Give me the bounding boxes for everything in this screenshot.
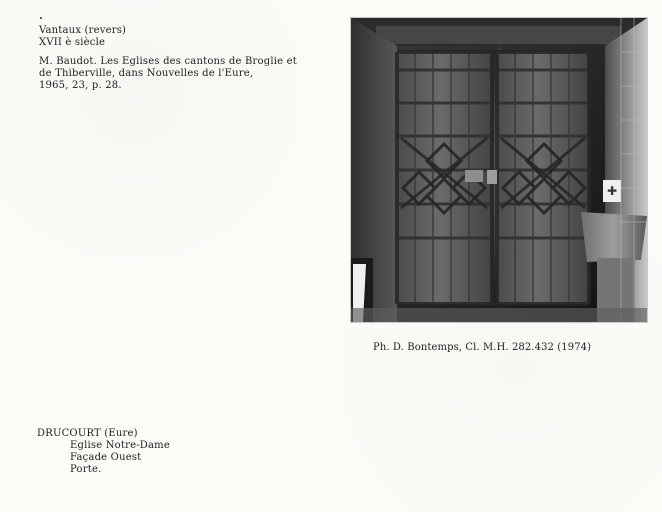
reference-line-1: M. Baudot. Les Eglises des cantons de Broglie et [39, 56, 297, 67]
top-left-dot [40, 17, 42, 19]
floor-threshold [351, 308, 647, 322]
facade-label: Façade Ouest [70, 452, 142, 463]
reference-line-2: de Thiberville, dans Nouvelles de l'Eure, [39, 68, 254, 79]
door-photo [351, 18, 647, 322]
holy-water-font-bowl [581, 212, 647, 262]
description-title: Vantaux (revers) [39, 25, 127, 36]
location-title: DRUCOURT (Eure) [37, 428, 138, 439]
photo-caption: Ph. D. Bontemps, Cl. M.H. 282.432 (1974) [373, 342, 592, 353]
wall-sign-cross-icon: ✚ [606, 184, 618, 198]
church-name: Eglise Notre-Dame [70, 440, 170, 451]
century-label: XVII è siècle [39, 37, 106, 48]
reference-line-3: 1965, 23, p. 28. [39, 80, 122, 91]
door-photo-svg [351, 18, 647, 322]
door-latch [465, 170, 483, 182]
door-label: Porte. [70, 464, 102, 475]
door-lock [487, 170, 497, 184]
